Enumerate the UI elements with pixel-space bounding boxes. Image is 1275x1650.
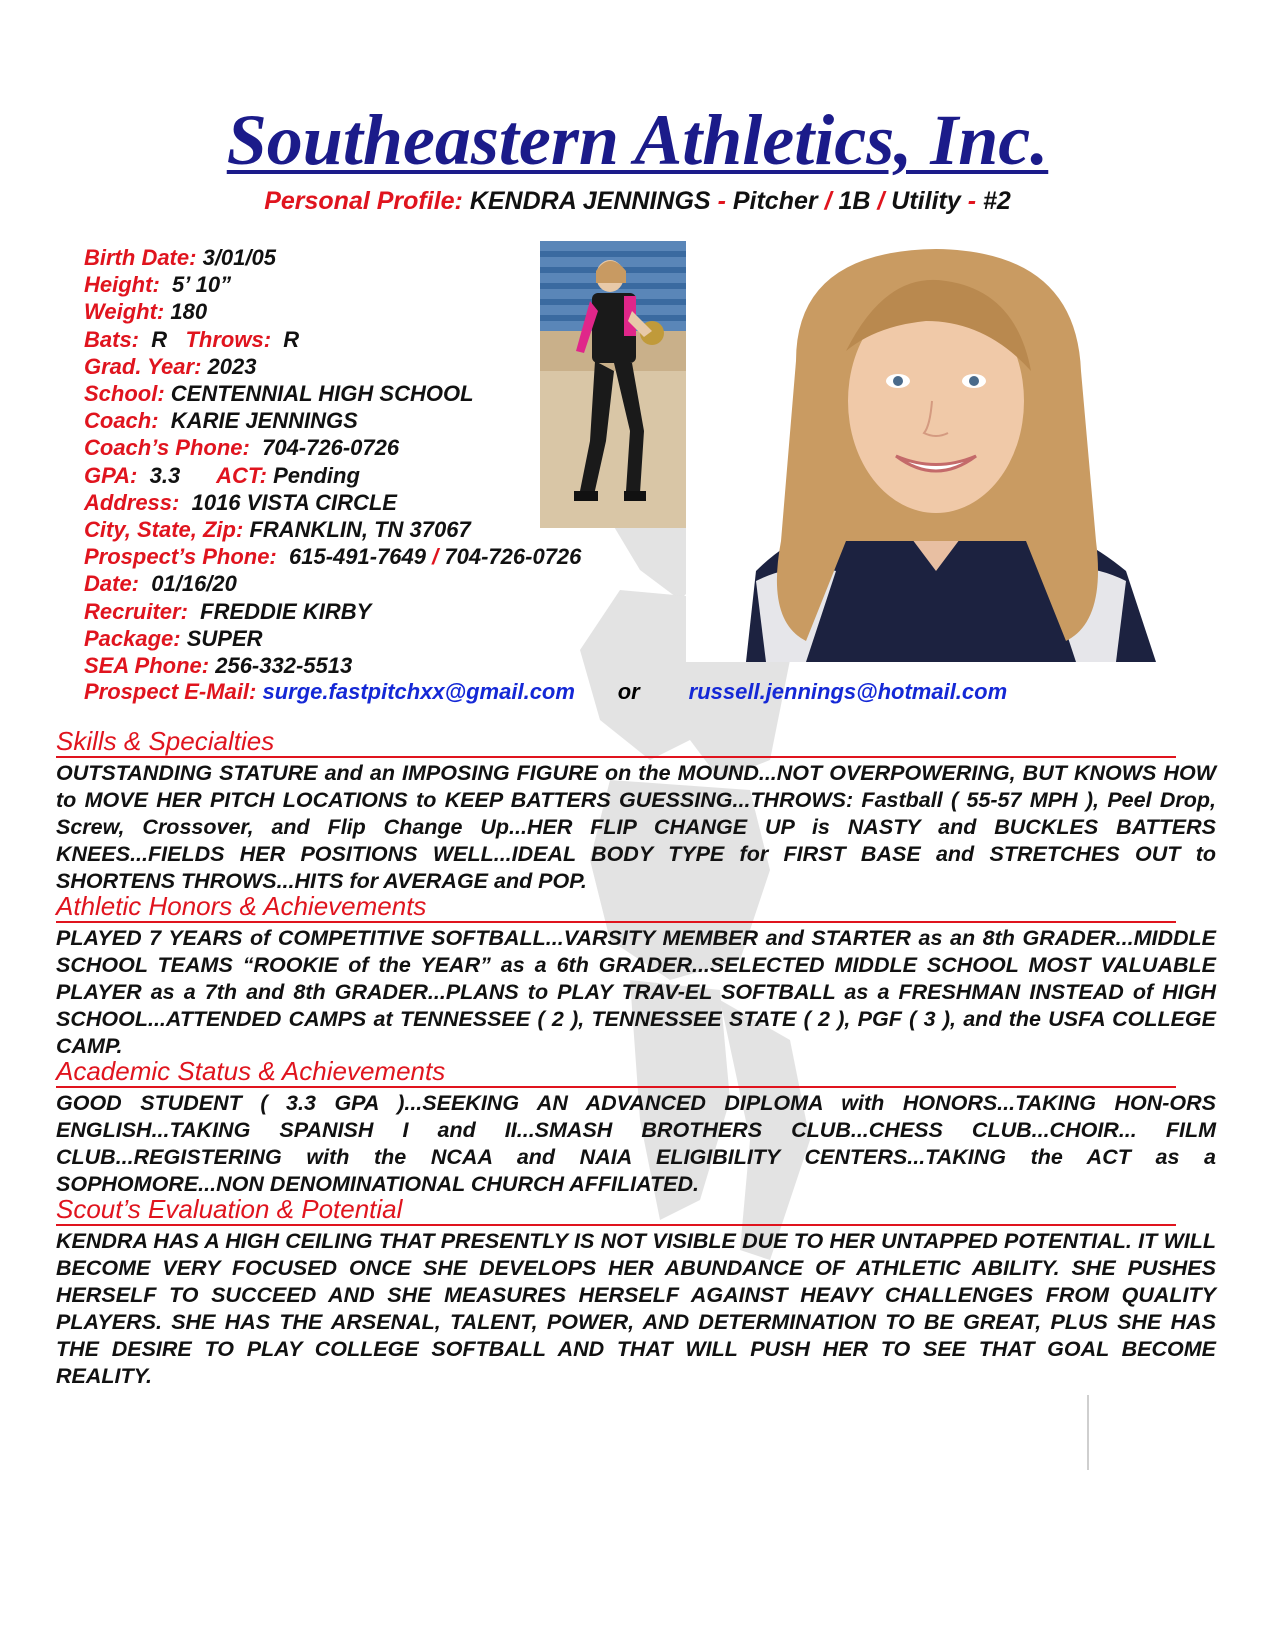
skills-section bbox=[56, 726, 1216, 895]
address-row: Address: 1016 VISTA CIRCLE bbox=[84, 489, 397, 515]
birth-date-row: Birth Date: 3/01/05 bbox=[84, 245, 276, 270]
player-info-list bbox=[84, 244, 581, 679]
scout-body: KENDRA HAS A HIGH CEILING THAT PRESENTLY IS NOT VISIBLE DUE TO HER UNTAPPED POTENTIAL. IT WILL BECOME VERY FOCUSED ONCE SHE DEVELOPS HER ABUNDANCE OF ATHLETIC ABILITY. SHE PUSHES HERSELF TO SUCCEED AND SHE MEASURES HERSELF AGAINST HEAVY CHALLENGES FROM QUALITY PLAYERS. SHE HAS THE ARSENAL, TALENT, POWER, AND DETERMINATION TO BE GREAT, PLUS SHE HAS THE DESIRE TO PLAY COLLEGE SOFTBALL AND THAT WILL PUSH HER TO SEE THAT GOAL BECOME REALITY. bbox=[56, 1229, 1216, 1388]
scout-title: Scout’s Evaluation & Potential bbox=[56, 1194, 1176, 1226]
academic-section bbox=[56, 1056, 1216, 1198]
position-2: 1B bbox=[838, 187, 871, 215]
jersey-number: #2 bbox=[982, 187, 1011, 215]
coach-row: Coach: KARIE JENNINGS bbox=[84, 408, 358, 434]
date-row: Date: 01/16/20 bbox=[84, 571, 237, 597]
school-row: School: CENTENNIAL HIGH SCHOOL bbox=[84, 381, 474, 407]
skills-body: OUTSTANDING STATURE and an IMPOSING FIGURE on the MOUND...NOT OVERPOWERING, BUT KNOWS HOW to MOVE HER PITCH LOCATIONS to KEEP BATTERS GUESSING...THROWS: Fastball ( 55-57 MPH ), Peel Drop, Screw, Crossover, and Flip Change Up...HER FLIP CHANGE UP is NASTY and BUCKLES BATTERS KNEES...FIELDS HER POSITIONS WELL...IDEAL BODY TYPE for FIRST BASE and STRETCHES OUT to SHORTENS THROWS...HITS for AVERAGE and POP. bbox=[56, 761, 1216, 893]
portrait-photo bbox=[686, 241, 1186, 662]
city-state-zip-row: City, State, Zip: FRANKLIN, TN 37067 bbox=[84, 517, 471, 543]
weight-row: Weight: 180 bbox=[84, 299, 208, 325]
company-title: Southeastern Athletics, Inc. bbox=[226, 100, 1049, 180]
athletic-section bbox=[56, 891, 1216, 1060]
coach-phone-row: Coach’s Phone: 704-726-0726 bbox=[84, 435, 400, 461]
separator: / bbox=[824, 187, 832, 215]
athletic-title: Athletic Honors & Achievements bbox=[56, 891, 1176, 923]
separator: - bbox=[967, 187, 977, 215]
package-row: Package: SUPER bbox=[84, 625, 263, 651]
position-1: Pitcher bbox=[732, 187, 818, 215]
height-row: Height: 5’ 10” bbox=[84, 272, 232, 298]
prospect-phone-row: Prospect’s Phone: 615-491-7649 / 704-726-0726 bbox=[84, 544, 582, 570]
email-or: or bbox=[617, 679, 640, 704]
grad-year-row: Grad. Year: 2023 bbox=[84, 353, 257, 379]
recruiter-row: Recruiter: FREDDIE KIRBY bbox=[84, 598, 372, 624]
bats-throws-row: Bats: R Throws: R bbox=[84, 326, 300, 352]
profile-subtitle bbox=[0, 187, 1275, 216]
player-name: KENDRA JENNINGS bbox=[469, 187, 711, 215]
email-label: Prospect E-Mail: bbox=[84, 679, 257, 704]
divider-line bbox=[1087, 1395, 1089, 1470]
scout-section bbox=[56, 1194, 1216, 1390]
email-link-2[interactable]: russell.jennings@hotmail.com bbox=[688, 679, 1008, 704]
position-3: Utility bbox=[891, 187, 961, 215]
separator: - bbox=[717, 187, 726, 215]
separator: / bbox=[877, 187, 885, 215]
athletic-body: PLAYED 7 YEARS of COMPETITIVE SOFTBALL...VARSITY MEMBER and STARTER as an 8th GRADER...MIDDLE SCHOOL TEAMS “ROOKIE of the YEAR” as a 6th GRADER...SELECTED MIDDLE SCHOOL MOST VALUABLE PLAYER as a 7th and 8th GRADER...PLANS to PLAY TRAV-EL SOFTBALL as a FRESHMAN INSTEAD of HIGH SCHOOL...ATTENDED CAMPS at TENNESSEE ( 2 ), TENNESSEE STATE ( 2 ), PGF ( 3 ), and the USFA COLLEGE CAMP. bbox=[56, 926, 1216, 1058]
academic-body: GOOD STUDENT ( 3.3 GPA )...SEEKING AN ADVANCED DIPLOMA with HONORS...TAKING HON-ORS ENGLISH...TAKING SPANISH I and II...SMASH BROTHERS CLUB...CHESS CLUB...CHOIR... FILM CLUB...REGISTERING with the NCAA and NAIA ELIGIBILITY CENTERS...TAKING the ACT as a SOPHOMORE...NON DENOMINATIONAL CHURCH AFFILIATED. bbox=[56, 1091, 1216, 1196]
prospect-email-row bbox=[84, 679, 1007, 705]
skills-title: Skills & Specialties bbox=[56, 726, 1176, 758]
gpa-act-row: GPA: 3.3 ACT: Pending bbox=[84, 462, 360, 488]
profile-label: Personal Profile: bbox=[264, 187, 463, 215]
email-link-1[interactable]: surge.fastpitchxx@gmail.com bbox=[262, 679, 575, 704]
academic-title: Academic Status & Achievements bbox=[56, 1056, 1176, 1088]
sea-phone-row: SEA Phone: 256-332-5513 bbox=[84, 653, 353, 679]
